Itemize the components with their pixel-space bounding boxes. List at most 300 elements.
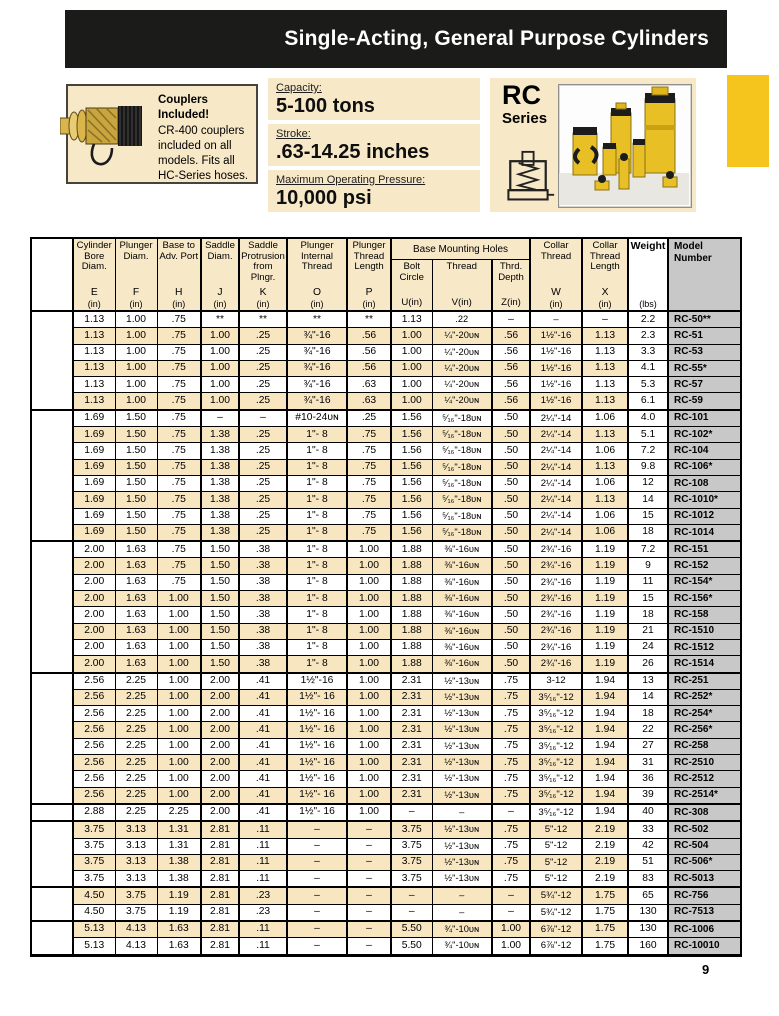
table-row: [31, 328, 741, 344]
cell-h: 1.00: [157, 706, 201, 722]
cell-k: .25: [239, 377, 287, 393]
cell-e: 2.56: [73, 771, 115, 787]
cell-wt: 22: [628, 722, 668, 738]
cell-wt: 51: [628, 854, 668, 870]
cell-o: 1"- 8: [287, 541, 347, 558]
row-spacer-cell: [31, 558, 73, 574]
table-row: [31, 854, 741, 870]
cell-x: 1.19: [582, 574, 628, 590]
series-word: Series: [502, 110, 548, 127]
cell-z: .56: [492, 360, 530, 376]
cell-h: 1.00: [157, 787, 201, 804]
cell-j: 1.50: [201, 639, 239, 655]
cell-v: ¼"-20ᴜɴ: [432, 377, 492, 393]
cell-w: 2¾"-16: [530, 541, 582, 558]
cell-p: 1.00: [347, 574, 391, 590]
row-spacer-cell: [31, 524, 73, 541]
cell-model: RC-7513: [668, 904, 741, 921]
col-group-base-mounting-holes: Base Mounting Holes: [391, 238, 530, 260]
cell-f: 1.00: [115, 311, 157, 328]
cell-p: –: [347, 854, 391, 870]
cell-wt: 42: [628, 838, 668, 854]
cell-wt: 21: [628, 623, 668, 639]
page-title-banner: [65, 10, 727, 68]
cell-model: RC-254*: [668, 706, 741, 722]
cell-o: 1½"- 16: [287, 771, 347, 787]
cell-f: 3.75: [115, 887, 157, 904]
cell-x: 1.19: [582, 558, 628, 574]
cell-model: RC-252*: [668, 689, 741, 705]
cell-f: 2.25: [115, 787, 157, 804]
spec-table-wrap: [30, 237, 742, 957]
cell-k: .23: [239, 887, 287, 904]
cell-k: .25: [239, 475, 287, 491]
cell-j: 2.00: [201, 722, 239, 738]
cell-wt: 15: [628, 591, 668, 607]
cell-z: .50: [492, 623, 530, 639]
cell-o: –: [287, 904, 347, 921]
cell-j: 2.81: [201, 921, 239, 938]
cell-f: 1.00: [115, 377, 157, 393]
cell-wt: 13: [628, 673, 668, 690]
cell-e: 3.75: [73, 821, 115, 838]
cell-x: 1.06: [582, 524, 628, 541]
row-spacer-cell: [31, 328, 73, 344]
cell-e: 1.69: [73, 443, 115, 459]
cell-k: .41: [239, 804, 287, 821]
cell-model: RC-10010: [668, 938, 741, 955]
cell-u: –: [391, 904, 432, 921]
cell-model: RC-104: [668, 443, 741, 459]
cell-h: .75: [157, 492, 201, 508]
row-spacer-cell: [31, 871, 73, 888]
cell-x: 1.75: [582, 887, 628, 904]
capacity-value: 5-100 tons: [276, 95, 375, 117]
table-row: [31, 938, 741, 955]
row-spacer-cell: [31, 623, 73, 639]
cell-f: 1.50: [115, 427, 157, 443]
cell-v: ¾"-10ᴜɴ: [432, 921, 492, 938]
table-row: [31, 771, 741, 787]
row-spacer-cell: [31, 938, 73, 955]
cell-o: 1"- 8: [287, 459, 347, 475]
cell-j: 2.81: [201, 904, 239, 921]
cell-v: ⅜"-16ᴜɴ: [432, 591, 492, 607]
cell-u: 3.75: [391, 854, 432, 870]
cell-w: 2¾"-16: [530, 607, 582, 623]
cell-f: 4.13: [115, 921, 157, 938]
cell-model: RC-51: [668, 328, 741, 344]
cell-p: .56: [347, 360, 391, 376]
cell-e: 1.13: [73, 311, 115, 328]
cell-wt: 14: [628, 492, 668, 508]
cell-model: RC-756: [668, 887, 741, 904]
cell-e: 1.13: [73, 393, 115, 410]
cell-w: 6⅞"-12: [530, 938, 582, 955]
cell-x: 1.75: [582, 904, 628, 921]
cell-k: .38: [239, 574, 287, 590]
cell-o: 1"- 8: [287, 508, 347, 524]
cell-z: .50: [492, 410, 530, 427]
cell-p: 1.00: [347, 656, 391, 673]
col-header-weight: Weight (lbs): [628, 238, 668, 311]
cell-v: ½"-13ᴜɴ: [432, 787, 492, 804]
cell-f: 2.25: [115, 755, 157, 771]
section-edge-tab: [727, 75, 769, 167]
cell-o: 1½"- 16: [287, 706, 347, 722]
cell-o: –: [287, 938, 347, 955]
product-photo: [558, 84, 692, 208]
row-spacer-cell: [31, 591, 73, 607]
cell-f: 1.50: [115, 459, 157, 475]
cell-p: .75: [347, 459, 391, 475]
cell-v: ⁵⁄₁₆"-18ᴜɴ: [432, 410, 492, 427]
cell-f: 2.25: [115, 689, 157, 705]
cell-x: 1.94: [582, 706, 628, 722]
row-spacer-cell: [31, 492, 73, 508]
row-spacer-cell: [31, 344, 73, 360]
cell-v: ⁵⁄₁₆"-18ᴜɴ: [432, 459, 492, 475]
cell-u: 1.13: [391, 311, 432, 328]
cell-e: 2.56: [73, 787, 115, 804]
cell-x: 2.19: [582, 854, 628, 870]
cell-p: 1.00: [347, 787, 391, 804]
table-row: [31, 722, 741, 738]
couplers-body: CR-400 couplers included on all models. Fits all HC-Series hoses.: [158, 125, 249, 182]
cell-k: .41: [239, 689, 287, 705]
col-header-saddle-diam: Saddle Diam. J (in): [201, 238, 239, 311]
cell-u: 1.88: [391, 623, 432, 639]
cell-x: 1.94: [582, 787, 628, 804]
cell-x: 1.94: [582, 755, 628, 771]
cell-w: 3⁵⁄₁₆"-12: [530, 771, 582, 787]
cell-p: 1.00: [347, 738, 391, 754]
cell-wt: 2.3: [628, 328, 668, 344]
cell-k: .25: [239, 393, 287, 410]
cell-h: .75: [157, 459, 201, 475]
row-spacer-cell: [31, 771, 73, 787]
cell-o: –: [287, 838, 347, 854]
cell-x: 1.19: [582, 656, 628, 673]
cell-e: 1.69: [73, 410, 115, 427]
cell-wt: 9.8: [628, 459, 668, 475]
cell-x: –: [582, 311, 628, 328]
cell-o: –: [287, 921, 347, 938]
cell-wt: 5.1: [628, 427, 668, 443]
cell-j: 1.50: [201, 541, 239, 558]
row-spacer-cell: [31, 706, 73, 722]
cell-x: 1.19: [582, 591, 628, 607]
cell-k: .41: [239, 771, 287, 787]
cell-e: 2.00: [73, 541, 115, 558]
cell-o: ¾"-16: [287, 377, 347, 393]
row-spacer-cell: [31, 787, 73, 804]
cell-v: ⅜"-16ᴜɴ: [432, 541, 492, 558]
cell-o: ¾"-16: [287, 328, 347, 344]
cell-j: 1.00: [201, 344, 239, 360]
cell-f: 3.75: [115, 904, 157, 921]
cell-model: RC-1510: [668, 623, 741, 639]
cell-wt: 33: [628, 821, 668, 838]
cell-j: 2.81: [201, 838, 239, 854]
cell-w: 5"-12: [530, 854, 582, 870]
cell-f: 3.13: [115, 871, 157, 888]
cell-f: 3.13: [115, 821, 157, 838]
cell-wt: 5.3: [628, 377, 668, 393]
cell-e: 1.69: [73, 459, 115, 475]
cell-x: 1.13: [582, 492, 628, 508]
cell-o: 1½"- 16: [287, 738, 347, 754]
cell-f: 1.63: [115, 541, 157, 558]
cell-z: .50: [492, 591, 530, 607]
cell-z: .56: [492, 377, 530, 393]
cell-u: 2.31: [391, 673, 432, 690]
cell-wt: 18: [628, 706, 668, 722]
couplers-text: [158, 93, 250, 183]
cell-k: .25: [239, 459, 287, 475]
cell-e: 4.50: [73, 887, 115, 904]
cell-x: 1.75: [582, 938, 628, 955]
cell-o: **: [287, 311, 347, 328]
col-header-collar-thread-length: Collar Thread Length X (in): [582, 238, 628, 311]
table-header: [31, 238, 741, 311]
table-row: [31, 738, 741, 754]
cell-v: ¼"-20ᴜɴ: [432, 360, 492, 376]
row-spacer-cell: [31, 673, 73, 690]
cell-x: 1.13: [582, 427, 628, 443]
cell-h: 1.19: [157, 904, 201, 921]
cell-o: –: [287, 871, 347, 888]
cell-p: 1.00: [347, 689, 391, 705]
cell-p: 1.00: [347, 591, 391, 607]
cell-e: 3.75: [73, 871, 115, 888]
cell-o: ¾"-16: [287, 360, 347, 376]
cell-v: ¼"-20ᴜɴ: [432, 328, 492, 344]
cell-o: 1"- 8: [287, 427, 347, 443]
cell-v: ⁵⁄₁₆"-18ᴜɴ: [432, 492, 492, 508]
cell-h: .75: [157, 328, 201, 344]
cell-z: .50: [492, 475, 530, 491]
cell-model: RC-504: [668, 838, 741, 854]
cell-p: –: [347, 838, 391, 854]
cell-e: 1.69: [73, 492, 115, 508]
cell-p: 1.00: [347, 771, 391, 787]
cell-model: RC-502: [668, 821, 741, 838]
cell-p: –: [347, 871, 391, 888]
cell-h: 1.00: [157, 656, 201, 673]
cell-o: ¾"-16: [287, 344, 347, 360]
cell-w: 1½"-16: [530, 360, 582, 376]
cell-wt: 7.2: [628, 541, 668, 558]
cell-z: .75: [492, 706, 530, 722]
cell-f: 1.50: [115, 524, 157, 541]
cell-e: 5.13: [73, 938, 115, 955]
cell-wt: 14: [628, 689, 668, 705]
cell-j: 1.50: [201, 574, 239, 590]
cell-wt: 11: [628, 574, 668, 590]
table-row: [31, 311, 741, 328]
cell-wt: 4.0: [628, 410, 668, 427]
table-row: [31, 360, 741, 376]
table-row: [31, 427, 741, 443]
cell-z: .50: [492, 427, 530, 443]
cell-u: 1.00: [391, 360, 432, 376]
cell-p: .75: [347, 443, 391, 459]
table-row: [31, 591, 741, 607]
cell-p: .75: [347, 524, 391, 541]
cell-v: ⅜"-16ᴜɴ: [432, 558, 492, 574]
cell-p: .25: [347, 410, 391, 427]
cell-z: .75: [492, 854, 530, 870]
cell-p: 1.00: [347, 755, 391, 771]
cell-p: –: [347, 921, 391, 938]
cell-p: –: [347, 821, 391, 838]
cell-x: 1.94: [582, 689, 628, 705]
cell-x: 1.94: [582, 722, 628, 738]
cell-z: .50: [492, 459, 530, 475]
cell-v: ⁵⁄₁₆"-18ᴜɴ: [432, 508, 492, 524]
cell-e: 1.13: [73, 360, 115, 376]
cell-model: RC-5013: [668, 871, 741, 888]
couplers-heading: Couplers Included!: [158, 94, 210, 121]
cell-p: 1.00: [347, 639, 391, 655]
cell-z: .75: [492, 871, 530, 888]
cell-model: RC-108: [668, 475, 741, 491]
row-spacer-cell: [31, 360, 73, 376]
cell-model: RC-2514*: [668, 787, 741, 804]
table-row: [31, 871, 741, 888]
series-box: [490, 78, 696, 212]
coupler-photo-icon: [60, 90, 160, 176]
cell-k: –: [239, 410, 287, 427]
stroke-label: Stroke:: [276, 128, 311, 140]
cell-f: 2.25: [115, 771, 157, 787]
cell-k: .11: [239, 921, 287, 938]
cell-h: .75: [157, 508, 201, 524]
cell-u: –: [391, 804, 432, 821]
cell-e: 2.00: [73, 591, 115, 607]
cell-model: RC-151: [668, 541, 741, 558]
cell-p: 1.00: [347, 722, 391, 738]
cell-w: 2¼"-14: [530, 459, 582, 475]
cell-v: –: [432, 887, 492, 904]
cell-v: ¼"-20ᴜɴ: [432, 344, 492, 360]
cell-p: –: [347, 904, 391, 921]
cell-z: 1.00: [492, 938, 530, 955]
cell-w: 3⁵⁄₁₆"-12: [530, 738, 582, 754]
cell-u: 1.88: [391, 591, 432, 607]
cell-o: 1"- 8: [287, 475, 347, 491]
cell-f: 1.63: [115, 607, 157, 623]
cell-u: 1.00: [391, 393, 432, 410]
cell-w: –: [530, 311, 582, 328]
cell-z: .50: [492, 492, 530, 508]
cell-x: 1.13: [582, 328, 628, 344]
cell-wt: 6.1: [628, 393, 668, 410]
cell-k: .11: [239, 871, 287, 888]
cell-x: 1.94: [582, 673, 628, 690]
cell-e: 5.13: [73, 921, 115, 938]
cell-u: 2.31: [391, 722, 432, 738]
cell-v: ⁵⁄₁₆"-18ᴜɴ: [432, 524, 492, 541]
row-spacer-cell: [31, 738, 73, 754]
cell-h: 1.63: [157, 921, 201, 938]
cell-e: 1.69: [73, 508, 115, 524]
cell-w: 6⅞"-12: [530, 921, 582, 938]
cell-v: –: [432, 904, 492, 921]
cell-h: 1.38: [157, 854, 201, 870]
cell-k: .41: [239, 738, 287, 754]
cell-j: 2.00: [201, 689, 239, 705]
cell-v: ¾"-10ᴜɴ: [432, 938, 492, 955]
col-header-plunger-diam: Plunger Diam. F (in): [115, 238, 157, 311]
cell-u: 1.56: [391, 410, 432, 427]
cell-o: 1"- 8: [287, 443, 347, 459]
cell-v: ⅜"-16ᴜɴ: [432, 639, 492, 655]
cell-j: 2.00: [201, 755, 239, 771]
cell-v: ⁵⁄₁₆"-18ᴜɴ: [432, 475, 492, 491]
cell-e: 2.88: [73, 804, 115, 821]
cell-h: .75: [157, 311, 201, 328]
row-spacer-cell: [31, 607, 73, 623]
cell-model: RC-50**: [668, 311, 741, 328]
cell-model: RC-1010*: [668, 492, 741, 508]
cell-z: .56: [492, 344, 530, 360]
cell-model: RC-251: [668, 673, 741, 690]
cell-e: 4.50: [73, 904, 115, 921]
cell-p: .56: [347, 344, 391, 360]
cell-z: .50: [492, 524, 530, 541]
cell-f: 1.50: [115, 443, 157, 459]
table-row: [31, 574, 741, 590]
cell-u: 1.56: [391, 508, 432, 524]
cell-x: 1.06: [582, 475, 628, 491]
cell-u: 1.56: [391, 524, 432, 541]
page-title: Single-Acting, General Purpose Cylinders: [284, 27, 709, 50]
table-row: [31, 755, 741, 771]
table-row: [31, 475, 741, 491]
cell-e: 2.00: [73, 623, 115, 639]
cell-j: 2.81: [201, 821, 239, 838]
col-header-thread: Thread V(in): [432, 260, 492, 312]
cell-v: ½"-13ᴜɴ: [432, 771, 492, 787]
cell-model: RC-506*: [668, 854, 741, 870]
cell-o: ¾"-16: [287, 393, 347, 410]
cell-v: –: [432, 804, 492, 821]
row-spacer-cell: [31, 377, 73, 393]
row-spacer-cell: [31, 639, 73, 655]
cell-h: 1.00: [157, 639, 201, 655]
row-spacer-cell: [31, 887, 73, 904]
cell-w: 5¾"-12: [530, 904, 582, 921]
table-row: [31, 541, 741, 558]
cell-z: 1.00: [492, 921, 530, 938]
cell-u: 1.88: [391, 558, 432, 574]
cell-w: 2¼"-14: [530, 492, 582, 508]
cell-f: 1.00: [115, 344, 157, 360]
cell-w: 2¾"-16: [530, 623, 582, 639]
cell-k: .38: [239, 541, 287, 558]
row-spacer-cell: [31, 838, 73, 854]
cell-p: 1.00: [347, 558, 391, 574]
table-row: [31, 492, 741, 508]
row-spacer-cell: [31, 443, 73, 459]
table-row: [31, 689, 741, 705]
cell-h: .75: [157, 574, 201, 590]
cell-wt: 4.1: [628, 360, 668, 376]
cell-h: 1.38: [157, 871, 201, 888]
cell-model: RC-1514: [668, 656, 741, 673]
